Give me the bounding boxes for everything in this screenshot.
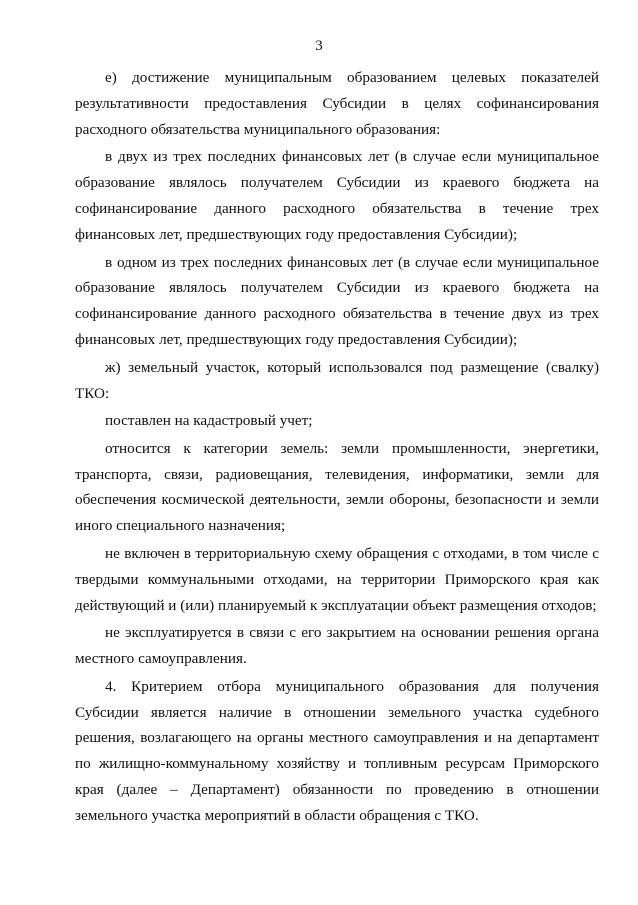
paragraph-cadastral: поставлен на кадастровый учет; xyxy=(105,412,313,430)
page-number: 3 xyxy=(315,38,323,54)
paragraph-two-of-three-years: в двух из трех последних финансовых лет (в случае если муниципальное образование являлось получателем Субсидии из краевого бюджета на софинансирование данного расходного обязательства в течение трех финансовых лет, предшествующих году предоставления Субсидии); xyxy=(75,148,599,244)
paragraph-e-criterion: е) достижение муниципальным образованием целевых показателей результативности предоставления Субсидии в целях софинансирования расходного обязательства муниципального образования: xyxy=(75,69,599,138)
document-body xyxy=(75,65,599,829)
paragraph-one-of-three-years: в одном из трех последних финансовых лет (в случае если муниципальное образование являлось получателем Субсидии из краевого бюджета на софинансирование данного расходного обязательства в течение двух из трех финансовых лет, предшествующих году предоставления Субсидии); xyxy=(75,253,599,349)
paragraph-zh-land-plot: ж) земельный участок, который использовался под размещение (свалку) ТКО: xyxy=(75,358,599,402)
paragraph-not-in-scheme: не включен в территориальную схему обращения с отходами, в том числе с твердыми коммунальными отходами, на территории Приморского края как действующий и (или) планируемый к эксплуатации объект размещения отходов; xyxy=(75,544,599,614)
paragraph-4-selection-criterion: 4. Критерием отбора муниципального образования для получения Субсидии является наличие в отношении земельного участка судебного решения, возлагающего на органы местного самоуправления и на департамент по жилищно-коммунальному хозяйству и топливным ресурсам Приморского края (далее – Департамент) обязанности по проведению в отношении земельного участка мероприятий в области обращения с ТКО. xyxy=(75,677,599,825)
paragraph-not-operated: не эксплуатируется в связи с его закрытием на основании решения органа местного самоуправления. xyxy=(75,624,599,668)
paragraph-land-category: относится к категории земель: земли промышленности, энергетики, транспорта, связи, радиовещания, телевидения, информатики, земли для обеспечения космической деятельности, земли обороны, безопасности и земли иного специального назначения; xyxy=(75,439,599,535)
